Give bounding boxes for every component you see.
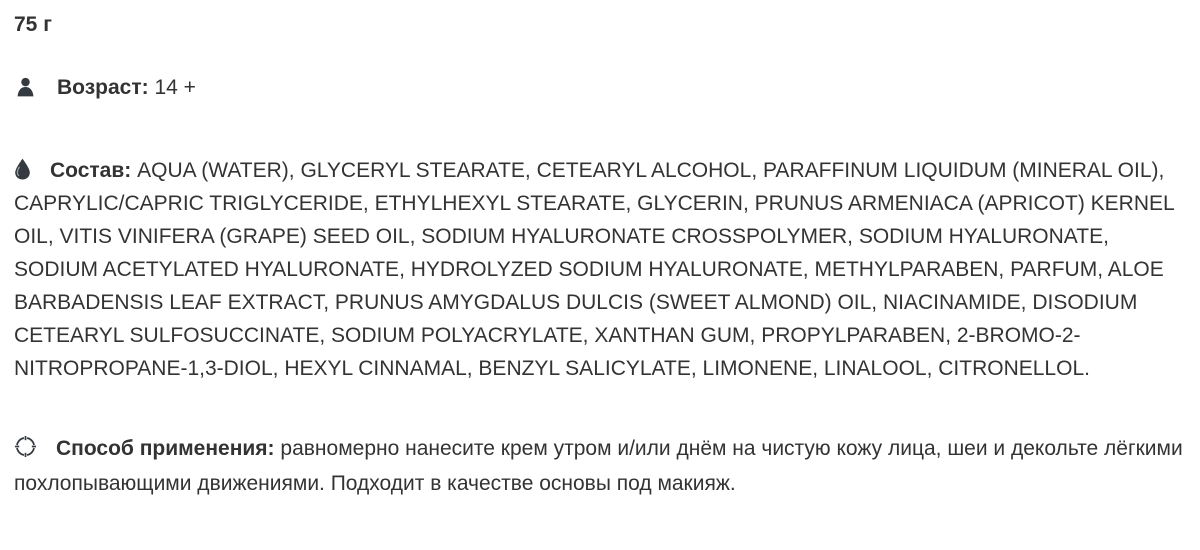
usage-paragraph: [14, 431, 1186, 501]
usage-text: равномерно нанесите крем утром и/или днём на чистую кожу лица, шеи и декольте лёгкими похлопывающими движениями. Подходит в качестве основы под макияж.: [14, 437, 1183, 495]
person-icon: [14, 76, 37, 99]
composition-text: AQUA (WATER), GLYCERYL STEARATE, CETEARYL ALCOHOL, PARAFFINUM LIQUIDUM (MINERAL OIL), CAPRYLIC/CAPRIC TRIGLYCERIDE, ETHYLHEXYL STEARATE, GLYCERIN, PRUNUS ARMENIACA (APRICOT) KERNEL OIL, VITIS VINIFERA (GRAPE) SEED OIL, SODIUM HYALURONATE CROSSPOLYMER, SODIUM HYALURONATE, SODIUM ACETYLATED HYALURONATE, HYDROLYZED SODIUM HYALURONATE, METHYLPARABEN, PARFUM, ALOE BARBADENSIS LEAF EXTRACT, PRUNUS AMYGDALUS DULCIS (SWEET ALMOND) OIL, NIACINAMIDE, DISODIUM CETEARYL SULFOSUCCINATE, SODIUM POLYACRYLATE, XANTHAN GUM, PROPYLPARABEN, 2-BROMO-2-NITROPROPANE-1,3-DIOL, HEXYL CINNAMAL, BENZYL SALICYLATE, LIMONENE, LINALOOL, CITRONELLOL.: [14, 159, 1174, 380]
age-label: Возраст:: [57, 76, 149, 99]
drop-icon: [14, 158, 31, 180]
age-value: 14 +: [154, 76, 196, 99]
usage-label: Способ применения:: [56, 437, 275, 460]
product-weight: 75 г: [14, 13, 52, 36]
composition-paragraph: [14, 154, 1186, 385]
composition-label: Состав:: [50, 159, 132, 182]
crosshair-icon: [14, 435, 37, 458]
age-row: [14, 75, 1186, 100]
